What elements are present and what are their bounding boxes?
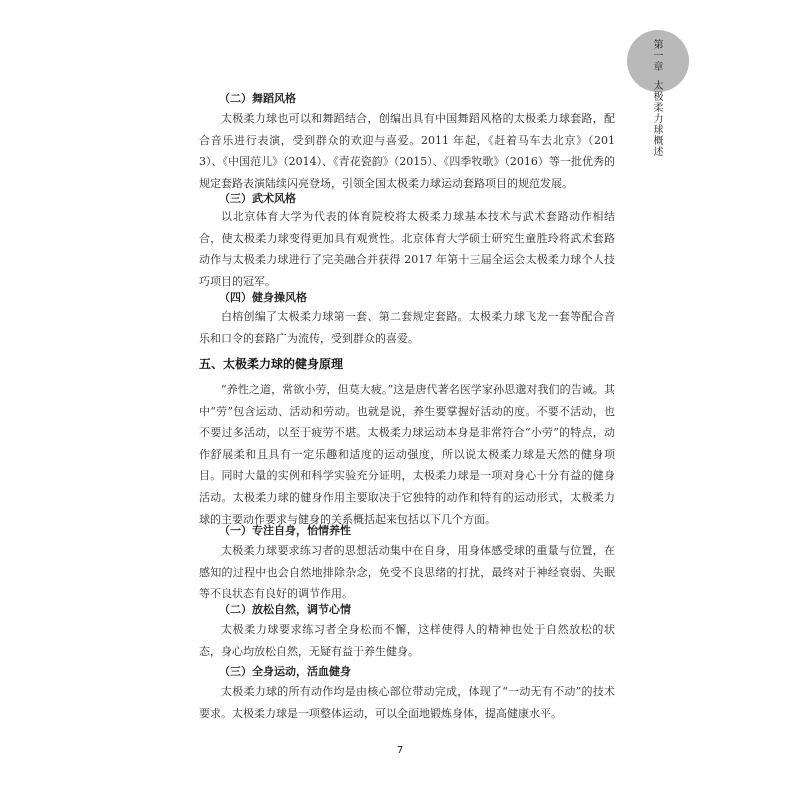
paragraph-focus-self: 太极柔力球要求练习者的思想活动集中在自身，用身体感受球的重量与位置，在感知的过程中也会自然地排除杂念，免受不良思绪的打扰，最终对于神经衰弱、失眠等不良状态有良好的调节作用。 [199, 544, 615, 601]
subheading-martial-arts-style: （三）武术风格 [219, 192, 296, 205]
paragraph-relax-naturally: 太极柔力球要求练习者全身松而不懈，这样使得人的精神也处于自然放松的状态，身心均放松自然，无疑有益于养生健身。 [199, 623, 615, 658]
chapter-title: 太极柔力球概述 [651, 80, 662, 157]
section-heading-fitness-principle: 五、太极柔力球的健身原理 [199, 357, 344, 371]
paragraph-whole-body-exercise: 太极柔力球的所有动作均是由核心部位带动完成，体现了“一动无有不动”的技术要求。太极柔力球是一项整体运动，可以全面地锻炼身体，提高健康水平。 [199, 685, 615, 720]
subheading-focus-self: （一）专注自身，怡情养性 [219, 524, 351, 537]
subheading-dance-style: （二）舞蹈风格 [219, 92, 296, 105]
page-number: 7 [396, 745, 404, 756]
subheading-relax-naturally: （二）放松自然，调节心情 [219, 603, 351, 616]
chapter-label: 第一章 [651, 39, 662, 72]
paragraph-martial-arts-style: 以北京体育大学为代表的体育院校将太极柔力球基本技术与武术套路动作相结合，使太极柔力球变得更加具有观赏性。北京体育大学硕士研究生童胜玲将武术套路动作与太极柔力球进行了完美融合并获得 2017 年第十三届全运会太极柔力球个人技巧项目的冠军。 [199, 210, 615, 288]
subheading-aerobics-style: （四）健身操风格 [219, 291, 307, 304]
subheading-whole-body-exercise: （三）全身运动，活血健身 [219, 665, 351, 678]
paragraph-fitness-principle: “养性之道，常欲小劳，但莫大疲。”这是唐代著名医学家孙思邈对我们的告诫。其中“劳”包含运动、活动和劳动。也就是说，养生要掌握好活动的度。不要不活动，也不要过多活动，以至于疲劳不堪。太极柔力球运动本身是非常符合“小劳”的特点，动作舒展柔和且具有一定乐趣和适度的运动强度，所以说太极柔力球是天然的健身项目。同时大量的实例和科学实验充分证明，太极柔力球是一项对身心十分有益的健身活动。太极柔力球的健身作用主要取决于它独特的动作和特有的运动形式，太极柔力球的主要动作要求与健身的关系概括起来包括以下几个方面。 [199, 383, 615, 526]
paragraph-aerobics-style: 白榕创编了太极柔力球第一套、第二套规定套路。太极柔力球飞龙一套等配合音乐和口令的套路广为流传，受到群众的喜爱。 [199, 310, 615, 345]
paragraph-dance-style: 太极柔力球也可以和舞蹈结合，创编出具有中国舞蹈风格的太极柔力球套路，配合音乐进行表演，受到群众的欢迎与喜爱。2011 年起，《赶着马车去北京》（2013）、《中国范儿》（2014）、《青花瓷韵》（2015）、《四季牧歌》（2016）等一批优秀的规定套路表演陆续闪亮登场，引领全国太极柔力球运动套路项目的规范发展。 [199, 112, 615, 190]
